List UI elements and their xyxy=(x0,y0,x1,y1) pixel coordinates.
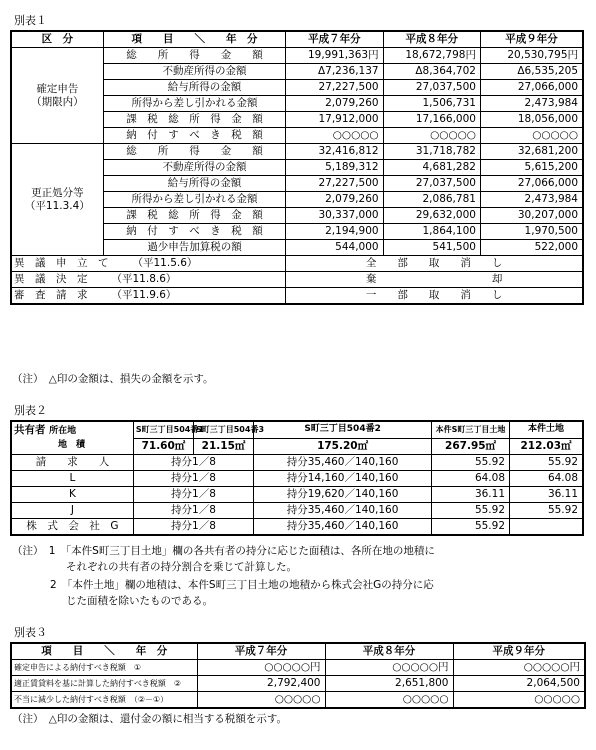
t1-value: 1,970,500 xyxy=(480,224,583,240)
t3-head-3: 平成９年分 xyxy=(453,643,585,660)
t1-value: Δ6,535,205 xyxy=(480,64,583,80)
t2-share-2: 持分19,620／140,160 xyxy=(254,487,432,503)
t2-area-0: 71.60㎡ xyxy=(133,438,193,455)
t2-share-1: 持分1／8 xyxy=(133,487,253,503)
table1-note: （注） △印の金額は、損失の金額を示す。 xyxy=(12,373,214,385)
t1-item: 所得から差し引かれる金額 xyxy=(103,192,285,208)
table3-note: （注） △印の金額は、還付金の額に相当する税額を示す。 xyxy=(12,713,287,725)
t1-value: 19,991,363円 xyxy=(286,48,383,64)
t3-value: ○○○○○円 xyxy=(197,660,325,676)
t2-area-3: 267.95㎡ xyxy=(432,438,510,455)
t3-value: 2,064,500 xyxy=(453,676,585,692)
t2-share-2: 持分35,460／140,160 xyxy=(254,455,432,471)
t2-area-1: 21.15㎡ xyxy=(193,438,253,455)
t2-owner: L xyxy=(11,471,133,487)
table1 xyxy=(10,30,584,305)
t3-value: ○○○○○ xyxy=(453,692,585,709)
t3-head-2: 平成８年分 xyxy=(325,643,453,660)
t2-land-value xyxy=(510,519,584,536)
t1-value: 29,632,000 xyxy=(383,208,480,224)
t1-tail-date: （平11.9.6） xyxy=(111,289,177,301)
t1-item: 給与所得の金額 xyxy=(103,176,285,192)
t1-value: 27,227,500 xyxy=(286,176,383,192)
t2-area-value: 55.92 xyxy=(432,455,510,471)
t1-value: 1,864,100 xyxy=(383,224,480,240)
t1-tail-date: （平11.8.6） xyxy=(111,273,177,285)
t2-note2b: じた面積を除いたものである。 xyxy=(66,595,213,607)
table2 xyxy=(10,420,584,536)
t2-share-2: 持分14,160／140,160 xyxy=(254,471,432,487)
t1-head-3: 平成８年分 xyxy=(383,31,480,48)
t1-value: 2,079,260 xyxy=(286,96,383,112)
table1-title: 別表１ xyxy=(14,14,47,27)
t2-row xyxy=(11,503,583,519)
t1-tail-name: 異 議 決 定 xyxy=(14,273,88,285)
t1-item: 総 所 得 金 額 xyxy=(103,144,285,160)
t1-row-b xyxy=(11,144,583,160)
t1-value: 18,056,000 xyxy=(480,112,583,128)
t2-owner: K xyxy=(11,487,133,503)
t1-item: 納 付 す べ き 税 額 xyxy=(103,224,285,240)
t1-head-0: 区 分 xyxy=(11,31,103,48)
t2-note1a: （注） 1 「本件S町三丁目土地」欄の各共有者の持分に応じた面積は、各所在地の地積に xyxy=(12,545,435,557)
t2-share-2: 持分35,460／140,160 xyxy=(254,503,432,519)
t2-share-2: 持分35,460／140,160 xyxy=(254,519,432,536)
t1-item: 所得から差し引かれる金額 xyxy=(103,96,285,112)
t1-value: ○○○○○ xyxy=(480,128,583,144)
t2-share-1: 持分1／8 xyxy=(133,471,253,487)
t2-loc-label: 所在地 xyxy=(49,426,77,436)
t1-tail-name: 異 議 申 立 て xyxy=(14,257,109,269)
t1-item: 総 所 得 金 額 xyxy=(103,48,285,64)
t1-value: 541,500 xyxy=(383,240,480,256)
t3-head-1: 平成７年分 xyxy=(197,643,325,660)
t1-value: 522,000 xyxy=(480,240,583,256)
t1-value: 32,681,200 xyxy=(480,144,583,160)
t1-group-b: 更正処分等 （平11.3.4） xyxy=(11,144,103,256)
t1-value: 2,086,781 xyxy=(383,192,480,208)
t1-value: 17,912,000 xyxy=(286,112,383,128)
t1-item: 過少申告加算税の額 xyxy=(103,240,285,256)
t2-owner: 請 求 人 xyxy=(11,455,133,471)
t3-item: 適正賃貸料を基に計算した納付すべき税額 ② xyxy=(11,676,197,692)
t2-area-value: 64.08 xyxy=(432,471,510,487)
t3-row xyxy=(11,676,585,692)
t1-tail-row xyxy=(11,256,583,272)
t2-col-1: S町三丁目504番3 xyxy=(193,421,253,438)
t2-land-value: 55.92 xyxy=(510,455,584,471)
t2-row xyxy=(11,471,583,487)
table3 xyxy=(10,642,586,709)
t2-col-2: S町三丁目504番2 xyxy=(254,421,432,438)
t1-tail-label xyxy=(11,272,286,288)
t2-share-1: 持分1／8 xyxy=(133,455,253,471)
t2-area-4: 212.03㎡ xyxy=(510,438,584,455)
t2-note1b: それぞれの共有者の持分割合を乗じて計算した。 xyxy=(66,561,297,573)
t1-tail-row xyxy=(11,272,583,288)
t2-land-value: 55.92 xyxy=(510,503,584,519)
table2-title: 別表２ xyxy=(14,404,47,417)
t1-value: 5,189,312 xyxy=(286,160,383,176)
t3-value: 2,651,800 xyxy=(325,676,453,692)
t3-item: 確定申告による納付すべき税額 ① xyxy=(11,660,197,676)
t1-value: 4,681,282 xyxy=(383,160,480,176)
t1-value: 5,615,200 xyxy=(480,160,583,176)
t2-row xyxy=(11,487,583,503)
t2-owner: 株 式 会 社 G xyxy=(11,519,133,536)
t2-area-value: 36.11 xyxy=(432,487,510,503)
t1-group-a: 確定申告 （期限内） xyxy=(11,48,103,144)
t2-col-0: S町三丁目504番1 xyxy=(133,421,193,438)
t2-land-value: 36.11 xyxy=(510,487,584,503)
t3-row xyxy=(11,660,585,676)
t3-value: ○○○○○円 xyxy=(325,660,453,676)
t1-row-a xyxy=(11,48,583,64)
t1-value: 30,337,000 xyxy=(286,208,383,224)
t1-item: 不動産所得の金額 xyxy=(103,64,285,80)
t1-item: 納 付 す べ き 税 額 xyxy=(103,128,285,144)
t2-row xyxy=(11,519,583,536)
t1-value: ○○○○○ xyxy=(286,128,383,144)
t1-value: 2,473,984 xyxy=(480,192,583,208)
t1-tail-result: 棄 却 xyxy=(286,272,583,288)
t1-value: 27,037,500 xyxy=(383,80,480,96)
t1-value: 27,227,500 xyxy=(286,80,383,96)
t1-value: ○○○○○ xyxy=(383,128,480,144)
t1-tail-date: （平11.5.6） xyxy=(132,257,198,269)
t1-value: 31,718,782 xyxy=(383,144,480,160)
t1-value: 1,506,731 xyxy=(383,96,480,112)
t2-share-1: 持分1／8 xyxy=(133,519,253,536)
t1-value: 32,416,812 xyxy=(286,144,383,160)
t3-item: 不当に減少した納付すべき税額 （②－①） xyxy=(11,692,197,709)
t2-owner-head xyxy=(11,421,133,455)
t1-value: 2,194,900 xyxy=(286,224,383,240)
t1-value: 20,530,795円 xyxy=(480,48,583,64)
t1-head-2: 平成７年分 xyxy=(286,31,383,48)
t1-value: 18,672,798円 xyxy=(383,48,480,64)
t1-tail-label xyxy=(11,256,286,272)
t1-item: 不動産所得の金額 xyxy=(103,160,285,176)
t2-area-label: 地 積 xyxy=(58,440,86,450)
t1-value: 2,473,984 xyxy=(480,96,583,112)
t1-value: 27,066,000 xyxy=(480,176,583,192)
t2-area-value: 55.92 xyxy=(432,503,510,519)
t1-head-1: 項 目 ＼ 年 分 xyxy=(103,31,285,48)
t1-tail-row xyxy=(11,288,583,305)
t1-value: 27,066,000 xyxy=(480,80,583,96)
table3-title: 別表３ xyxy=(14,626,47,639)
t3-value: 2,792,400 xyxy=(197,676,325,692)
t1-value: 2,079,260 xyxy=(286,192,383,208)
t2-owner: J xyxy=(11,503,133,519)
t1-tail-result: 全 部 取 消 し xyxy=(286,256,583,272)
t3-row xyxy=(11,692,585,709)
t2-owner-label: 共有者 xyxy=(14,424,46,436)
t1-item: 給与所得の金額 xyxy=(103,80,285,96)
t1-value: 17,166,000 xyxy=(383,112,480,128)
t1-value: Δ7,236,137 xyxy=(286,64,383,80)
t1-item: 課 税 総 所 得 金 額 xyxy=(103,112,285,128)
t3-value: ○○○○○ xyxy=(197,692,325,709)
t3-value: ○○○○○円 xyxy=(453,660,585,676)
t1-value: 30,207,000 xyxy=(480,208,583,224)
t3-head-0: 項 目 ＼ 年 分 xyxy=(11,643,197,660)
t2-land-value: 64.08 xyxy=(510,471,584,487)
t2-area-value: 55.92 xyxy=(432,519,510,536)
t2-note2a: 2 「本件土地」欄の地積は、本件S町三丁目土地の地積から株式会社Gの持分に応 xyxy=(50,579,434,591)
t2-col-3: 本件S町三丁目土地 xyxy=(432,421,510,438)
t2-area-2: 175.20㎡ xyxy=(254,438,432,455)
t2-share-1: 持分1／8 xyxy=(133,503,253,519)
t2-row xyxy=(11,455,583,471)
t1-head-4: 平成９年分 xyxy=(480,31,583,48)
t1-value: Δ8,364,702 xyxy=(383,64,480,80)
t1-tail-result: 一 部 取 消 し xyxy=(286,288,583,305)
t1-tail-label xyxy=(11,288,286,305)
t2-col-4: 本件土地 xyxy=(510,421,584,438)
t1-item: 課 税 総 所 得 金 額 xyxy=(103,208,285,224)
t1-tail-name: 審 査 請 求 xyxy=(14,289,88,301)
t1-value: 544,000 xyxy=(286,240,383,256)
t1-value: 27,037,500 xyxy=(383,176,480,192)
t3-value: ○○○○○ xyxy=(325,692,453,709)
